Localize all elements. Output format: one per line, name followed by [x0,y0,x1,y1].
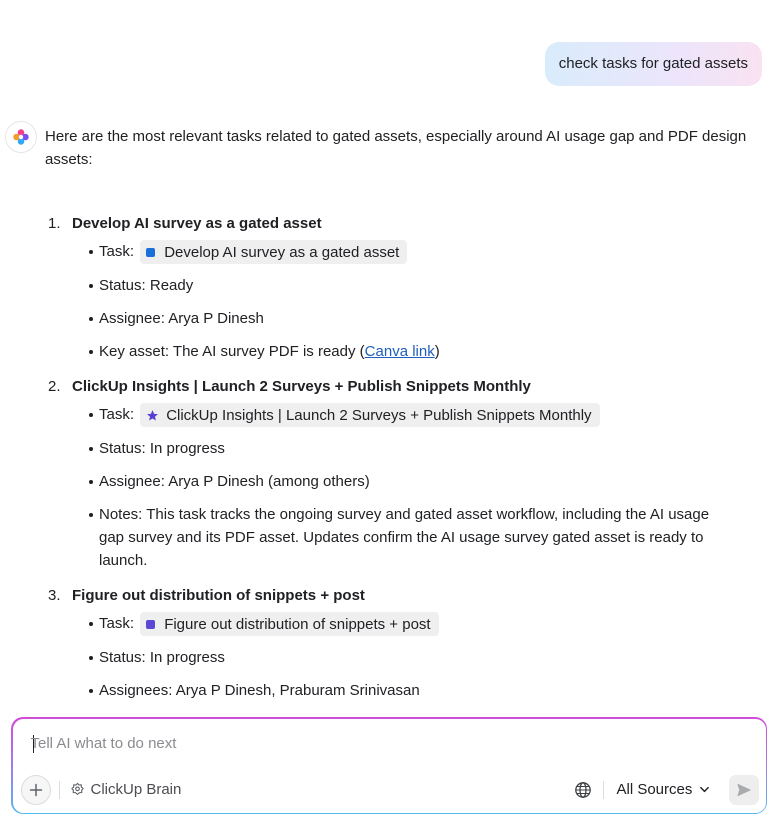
task-square-icon [146,248,155,257]
task-chip[interactable] [140,240,407,264]
task-heading [0,212,772,236]
task-item [0,212,772,363]
task-number: 1. [48,215,61,232]
task-details [0,612,772,702]
task-assignee: Assignee: Arya P Dinesh (among others) [0,470,772,493]
clickup-ai-avatar [5,121,37,153]
toolbar-divider [59,781,60,799]
task-prefix: Task: [99,615,135,633]
task-assignee: Assignees: Arya P Dinesh, Praburam Srinivasan [0,679,772,702]
task-number: 3. [48,587,61,605]
task-square-icon [146,620,155,629]
canva-link[interactable]: Canva link [364,343,435,361]
task-title: Develop AI survey as a gated asset [72,215,322,232]
send-button[interactable] [729,775,759,805]
toolbar-divider [603,781,604,799]
globe-icon [574,781,592,799]
ai-composer [11,717,767,814]
task-link-row [0,612,772,636]
task-assignee: Assignee: Arya P Dinesh [0,307,772,330]
task-list [0,212,772,702]
star-icon [146,409,159,422]
key-asset-text: Key asset: The AI survey PDF is ready ( [99,343,365,361]
sources-dropdown[interactable] [617,777,711,803]
task-heading [0,584,772,608]
key-asset-close: ) [434,343,440,361]
task-chip-label: Develop AI survey as a gated asset [164,243,400,261]
task-prefix: Task: [99,243,135,260]
web-search-toggle[interactable] [574,781,592,799]
composer-inner [13,719,766,813]
task-chip-label: Figure out distribution of snippets + post [164,615,431,633]
prompt-input[interactable] [31,733,731,755]
task-key-asset [0,340,772,363]
task-number: 2. [48,378,61,396]
brain-icon [70,782,85,797]
add-attachment-button[interactable] [21,775,51,805]
task-chip[interactable] [140,403,599,427]
ai-intro-text: Here are the most relevant tasks related to gated assets, especially around AI usage gap and PDF design assets: [45,128,747,168]
task-item [0,375,772,572]
task-heading [0,375,772,399]
task-details [0,240,772,363]
sources-label: All Sources [616,781,693,798]
task-link-row [0,240,772,264]
send-icon [736,782,752,798]
chevron-down-icon [699,784,710,795]
task-title: ClickUp Insights | Launch 2 Surveys + Publish Snippets Monthly [72,378,531,396]
task-prefix: Task: [99,406,135,424]
task-link-row [0,403,772,427]
user-message-bubble: check tasks for gated assets [545,42,762,86]
task-chip-label: ClickUp Insights | Launch 2 Surveys + Publish Snippets Monthly [166,406,592,424]
plus-icon [29,783,43,797]
clickup-brain-label: ClickUp Brain [90,781,182,798]
task-status: Status: In progress [0,646,772,669]
task-status: Status: Ready [0,274,772,297]
ai-sparkle-icon [12,128,30,146]
task-details [0,403,772,572]
task-chip[interactable] [140,612,438,636]
clickup-brain-button[interactable] [70,777,182,803]
task-notes: Notes: This task tracks the ongoing survey and gated asset workflow, including the AI usage gap survey and its PDF asset. Updates confirm the AI usage survey gated asset is ready to launch. [0,503,772,572]
task-item [0,584,772,702]
task-title: Figure out distribution of snippets + post [72,587,365,605]
task-status: Status: In progress [0,437,772,460]
